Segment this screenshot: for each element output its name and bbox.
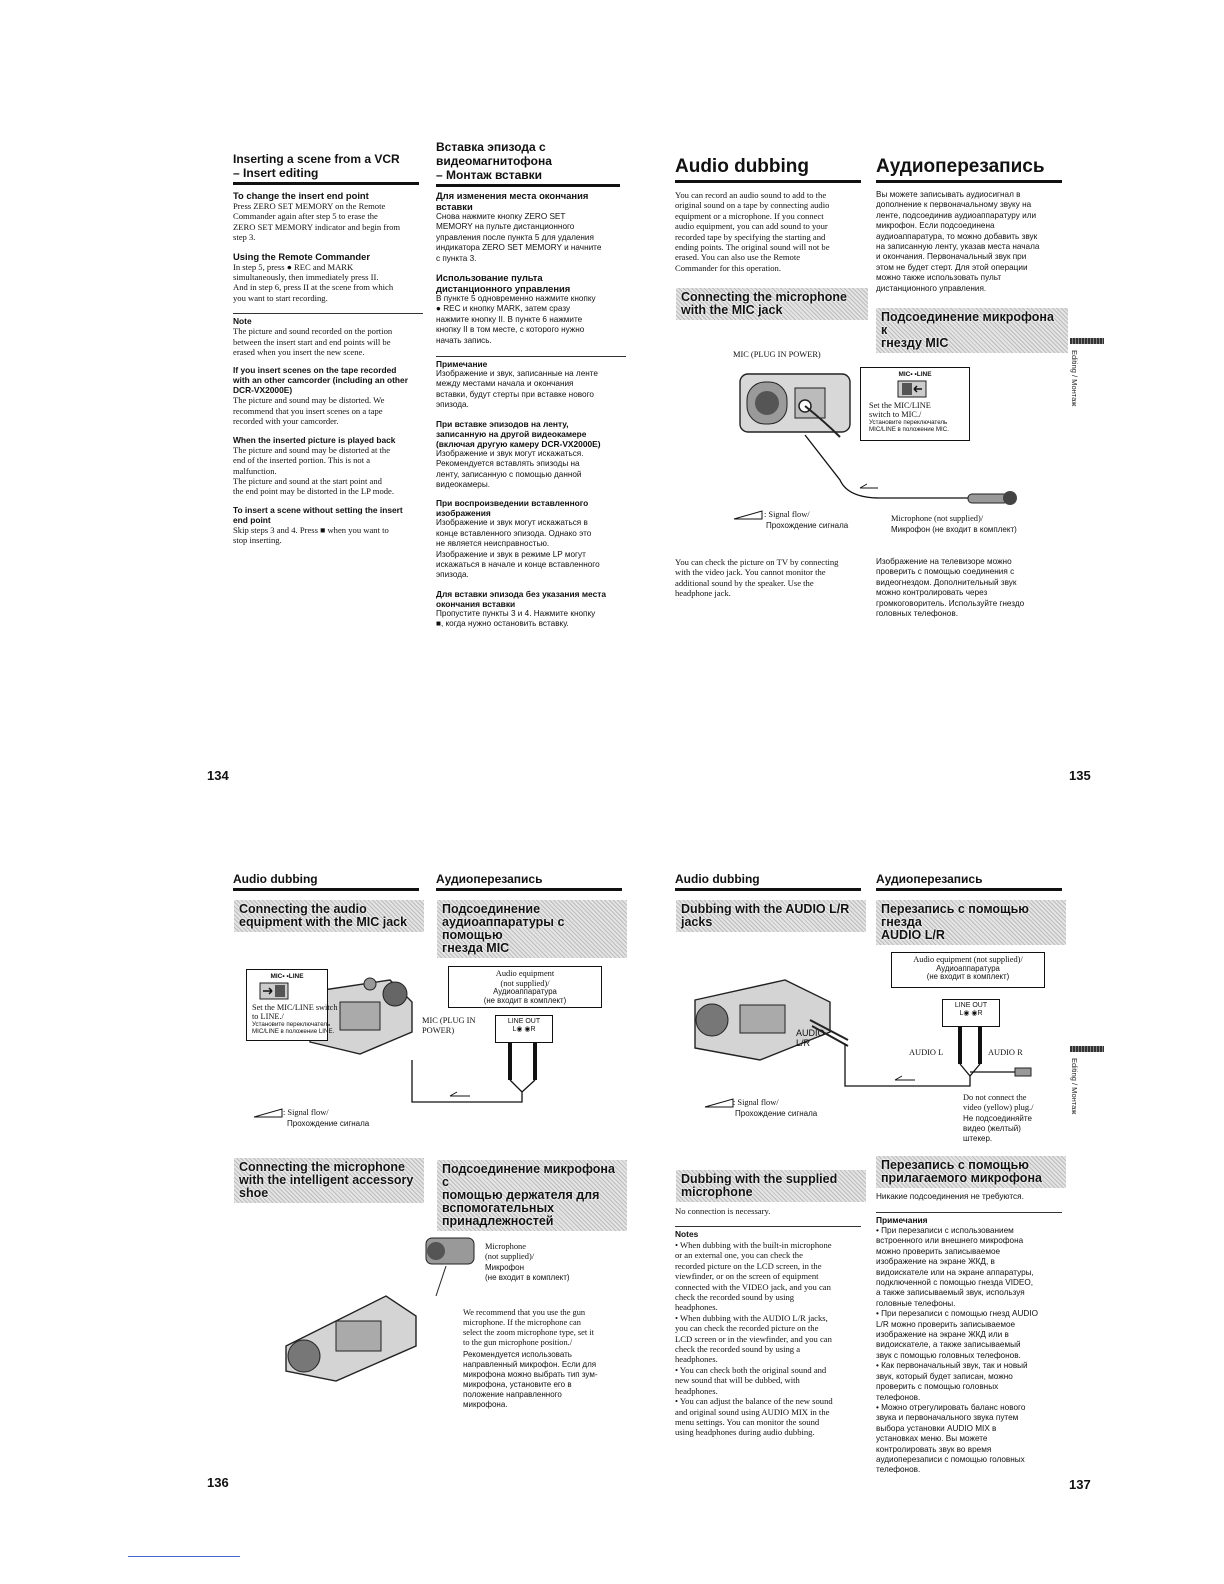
p135-en-banner-text: Connecting the microphone with the MIC jack [681,290,847,317]
p137-video-ru: Не подсоединяйте видео (желтый) штекер. [963,1114,1032,1143]
p134-en-n3-head: To insert a scene without setting the insert end point [233,504,403,525]
p136-cable [410,1040,555,1110]
p134-en-s1-head: To change the insert end point [233,190,369,201]
p136-recommend-ru: Рекомендуется использовать направленный микрофон. Если для микрофона можно выбрать тип зум- микрофона, установите его в положение направленного микрофона. [463,1350,598,1409]
p135-signal-en: : Signal flow/ [764,510,810,519]
p137-cable [840,1024,1040,1094]
p137-signal-en: : Signal flow/ [733,1098,779,1107]
p137-en-title: Audio dubbing [675,872,861,891]
p134-page-number: 134 [207,768,229,783]
p137-signal-ru: Прохождение сигнала [735,1109,818,1118]
p135-mic-label: MIC (PLUG IN POWER) [733,350,821,359]
p135-signal-ru: Прохождение сигнала [766,521,849,530]
p137-en-notes: • When dubbing with the built-in microphone or an external one, you can check the recorded picture on the LCD screen, in the viewfinder, or on the screen of equipment connected with the VIDEO jack, and you can check the recorded sound by using headphones. • When dubbing with the AUDIO L/R jacks, you can check the recorded picture on the LCD screen or in the viewfinder, and you can check the recorded sound by using a headphones. • You can check both the original sound and new sound that will be dubbed, with headphones. • You can adjust the balance of the new sound and original sound using AUDIO MIX in the menu settings. You can monitor the sound using headphones during audio dubbing. [675,1240,833,1438]
p136-line-out-box [495,1015,553,1043]
p137-camcorder-illustration [690,960,850,1070]
p136-mic-plug: MIC (PLUG IN POWER) [422,1016,476,1035]
p136-microphone-ru: Микрофон (не входит в комплект) [485,1263,570,1282]
p135-en-banner [676,288,868,320]
p134-en-n2-head: When the inserted picture is played back [233,434,396,445]
p137-audio-eq-en: Audio equipment (not supplied)/ [913,955,1023,964]
p136-en-banner1-text: Connecting the audio equipment with the MIC jack [239,902,408,929]
p137-en-banner1 [676,900,866,932]
p135-ru-title: Аудиоперезапись [876,156,1062,183]
p134-ru-note-head: Примечание [436,359,488,370]
p137-audio-r: AUDIO R [988,1048,1023,1057]
p137-ru-banner1-text: Перезапись с помощью гнезда AUDIO L/R [881,902,1029,942]
footer-link-underline [128,1556,240,1557]
p134-en-s2-head: Using the Remote Commander [233,250,370,262]
p134-ru-s2-body: В пункте 5 одновременно нажмите кнопку ● REC и кнопку MARK, затем сразу нажмите кнопку II. В пункте 6 нажмите кнопку II в том месте, с которого нужно начать запись. [436,294,596,345]
p136-lr: L◉ ◉R [512,1026,536,1033]
p135-microphone-en: Microphone (not supplied)/ [891,514,984,523]
p137-audio-equipment-box [891,952,1045,988]
p136-line-out: LINE OUT [507,1018,541,1025]
p134-ru-column [436,190,626,630]
p137-ru-banner1 [876,900,1066,945]
p135-switch-label: MIC• •LINE [898,371,932,378]
p136-signal-flow-icon [253,1108,283,1118]
p137-ru-notes-divider [876,1212,1062,1213]
p137-en-banner2 [676,1170,866,1202]
p134-ru-s2-head: Использование пульта дистанционного управления [436,272,571,295]
p134-ru-n1-body: Изображение и звук могут искажаться. Рекомендуется вставлять эпизоды на ленту, записанную с помощью данной видеокамеры. [436,448,584,489]
p135-side-tab: Editing / Монтаж [1070,350,1079,407]
p137-audio-l: AUDIO L [909,1048,944,1057]
p135-ru-intro: Вы можете записывать аудиосигнал в дополнение к первоначальному звуку на ленте, подсоединив аудиоаппаратуру или микрофон. Если подсоединена аудиоаппаратура, то можно добавить звук на записанную ленту, указав места начала и окончания. Первоначальный звук при этом не будет стерт. Для этой операции можно также использовать пульт дистанционного управления. [876,190,1040,293]
p137-ru-banner2-text: Перезапись с помощью прилагаемого микрофона [881,1158,1042,1185]
p136-audio-eq-ru: Аудиоаппаратура (не входит в комплект) [483,987,567,1005]
p134-en-column [233,190,423,546]
p134-en-title: Inserting a scene from a VCR – Insert editing [233,152,419,185]
p136-switch-en: Set the MIC/LINE switch to LINE./ [252,1003,338,1021]
p136-microphone-camcorder-illustration [276,1236,476,1388]
p134-en-n1-body: The picture and sound may be distorted. We recommend that you insert scenes on a tape recorded with your camcorder. [233,395,385,427]
p137-en-banner2-text: Dubbing with the supplied microphone [681,1172,838,1199]
p137-line-out-box [942,999,1000,1027]
p134-ru-n3-head: Для вставки эпизода без указания места окончания вставки [436,588,606,609]
p136-en-title: Audio dubbing [233,872,419,891]
p135-page-number: 135 [1069,768,1091,783]
p136-en-banner2-text: Connecting the microphone with the intelligent accessory shoe [239,1160,414,1200]
p134-en-s2-body: In step 5, press ● REC and MARK simultaneously, then immediately press II. And in step 6, press II at the scene from which you want to start recording. [233,261,394,303]
p136-microphone-en: Microphone (not supplied)/ [485,1242,535,1261]
p135-signal-flow-icon [733,510,763,520]
p135-en-title: Audio dubbing [675,156,861,183]
p136-switch-icon [259,982,289,1000]
p136-recommend-en: We recommend that you use the gun microphone. If the microphone can select the zoom microphone type, set it to the gun microphone position./ [463,1308,594,1347]
p135-switch-ru: Установите переключатель MIC/LINE в положение MIC. [869,419,949,433]
p137-ru-title: Аудиоперезапись [876,872,1062,891]
p134-ru-s1-head: Для изменения места окончания вставки [436,190,589,212]
p135-switch-en: Set the MIC/LINE switch to MIC./ [869,401,931,419]
p134-ru-n2-head: При воспроизведении вставленного изображения [436,498,589,519]
p137-lr: L◉ ◉R [959,1010,983,1017]
p135-microphone-ru: Микрофон (не входит в комплект) [891,525,1017,534]
p136-ru-banner1-text: Подсоединение аудиоаппаратуры с помощью гнезда MIC [442,902,565,955]
p136-audio-equipment-box [448,966,602,1008]
p136-switch-callout [246,969,338,1041]
p134-ru-n1-head: При вставке эпизодов на ленту, записанную на другой видеокамере (включая другую камеру DCR-VX2000E) [436,418,601,449]
p134-en-n3-body: Skip steps 3 and 4. Press ■ when you want to stop inserting. [233,524,389,546]
p134-en-n1-head: If you insert scenes on the tape recorded with an other camcorder (including an other DCR-VX2000E) [233,365,408,396]
p135-ru-banner [876,308,1068,353]
p135-en-intro: You can record an audio sound to add to the original sound on a tape by connecting audio equipment or a microphone. If you connect audio equipment, you can add sound to your recorded tape by specifying the starting and ending points. The original sound will not be erased. You can also use the Remote Commander for this operation. [675,190,830,273]
p136-ru-banner2-text: Подсоединение микрофона с помощью держателя для вспомогательных принадлежностей [442,1162,615,1228]
p136-page-number: 136 [207,1475,229,1490]
p136-ru-banner2 [437,1160,627,1231]
p137-side-tab: Editing / Монтаж [1070,1058,1079,1115]
p137-ru-noconn: Никакие подсоединения не требуются. [876,1192,1024,1201]
p137-ru-banner2 [876,1156,1066,1188]
p136-signal-en: : Signal flow/ [283,1108,329,1117]
p137-en-noconn: No connection is necessary. [675,1206,771,1216]
p137-ru-notes-head: Примечания [876,1215,928,1225]
p135-ru-check: Изображение на телевизоре можно проверить с помощью соединения с видеогнездом. Дополнительный звук можно контролировать через громкоговоритель. Используйте гнездо головных телефонов. [876,557,1025,619]
p136-en-banner2 [234,1158,424,1203]
p136-ru-banner1 [437,900,627,958]
p137-page-number: 137 [1069,1477,1091,1492]
p134-en-note-head: Note [233,316,252,327]
p137-en-banner1-text: Dubbing with the AUDIO L/R jacks [681,902,850,929]
p134-ru-s1-body: Снова нажмите кнопку ZERO SET MEMORY на пульте дистанционного управления после пункта 5 для удаления индикатора ZERO SET MEMORY и начните с пункта 3. [436,212,602,263]
p134-en-n2-body: The picture and sound may be distorted at the end of the inserted portion. This is not a malfunction. The picture and sound at the start point and the end point may be distorted in the LP mode. [233,444,395,497]
p137-en-notes-divider [675,1226,861,1227]
p136-en-banner1 [234,900,424,932]
p135-cable [800,430,1020,520]
p136-audio-eq-en: Audio equipment (not supplied)/ [495,969,555,988]
p137-tab-bar [1070,1046,1104,1052]
p135-ru-banner-text: Подсоединение микрофона к гнезду MIC [881,310,1054,350]
p134-ru-n2-body: Изображение и звук могут искажаться в конце вставленного эпизода. Однако это не является неисправностью. Изображение и звук в режиме LP могут искажаться в начале и конце вставленного эпизода. [436,518,600,580]
p134-en-note-body: The picture and sound recorded on the portion between the insert start and end points will be erased when you insert the new scene. [233,326,393,358]
p137-line-out: LINE OUT [954,1002,988,1009]
p137-en-notes-head: Notes [675,1229,699,1239]
p135-tab-bar [1070,338,1104,344]
p134-ru-note-body: Изображение и звук, записанные на ленте между местами начала и окончания вставки, будут стерты при вставке нового эпизода. [436,369,598,410]
p136-signal-ru: Прохождение сигнала [287,1119,370,1128]
p137-audio-lr: AUDIO L/R [796,1028,825,1048]
p135-en-check: You can check the picture on TV by connecting with the video jack. You cannot monitor the additional sound by the speaker. Use the headphone jack. [675,557,839,599]
p134-ru-title: Вставка эпизода с видеомагнитофона – Монтаж вставки [436,140,620,187]
p134-ru-n3-body: Пропустите пункты 3 и 4. Нажмите кнопку ■, когда нужно остановить вставку. [436,608,596,629]
p136-ru-title: Аудиоперезапись [436,872,622,891]
p137-signal-flow-icon [704,1098,734,1108]
p136-switch-ru: Установите переключатель MIC/LINE в положение LINE. [252,1021,335,1035]
p134-en-s1-body: Press ZERO SET MEMORY on the Remote Commander again after step 5 to erase the ZERO SET MEMORY indicator and begin from step 3. [233,201,401,243]
p137-video-en: Do not connect the video (yellow) plug./ [963,1093,1034,1112]
p135-switch-icon [897,380,927,398]
p137-audio-eq-ru: Аудиоаппаратура (не входит в комплект) [926,963,1010,981]
p136-switch-label: MIC• •LINE [270,973,304,980]
p137-ru-notes: • При перезаписи с использованием встроенного или внешнего микрофона можно проверить записываемое изображение на экране ЖКД, в видоискателе или на экране аппаратуры, подключенной с помощью гнезда VIDEO, а также записываемый звук, используя головные телефоны. • При перезаписи с помощью гнезд AUDIO L/R можно проверить записываемое изображение на экране ЖКД или в видоискателе, а также записываемый звук с помощью головных телефонов. • Как первоначальный звук, так и новый звук, который будет записан, можно проверить с помощью головных телефонов. • Можно отрегулировать баланс нового звука и первоначального звука путем выбора установки AUDIO MIX в установках меню. Вы можете контролировать звук во время аудиоперезаписи с помощью головных телефонов. [876,1226,1038,1475]
